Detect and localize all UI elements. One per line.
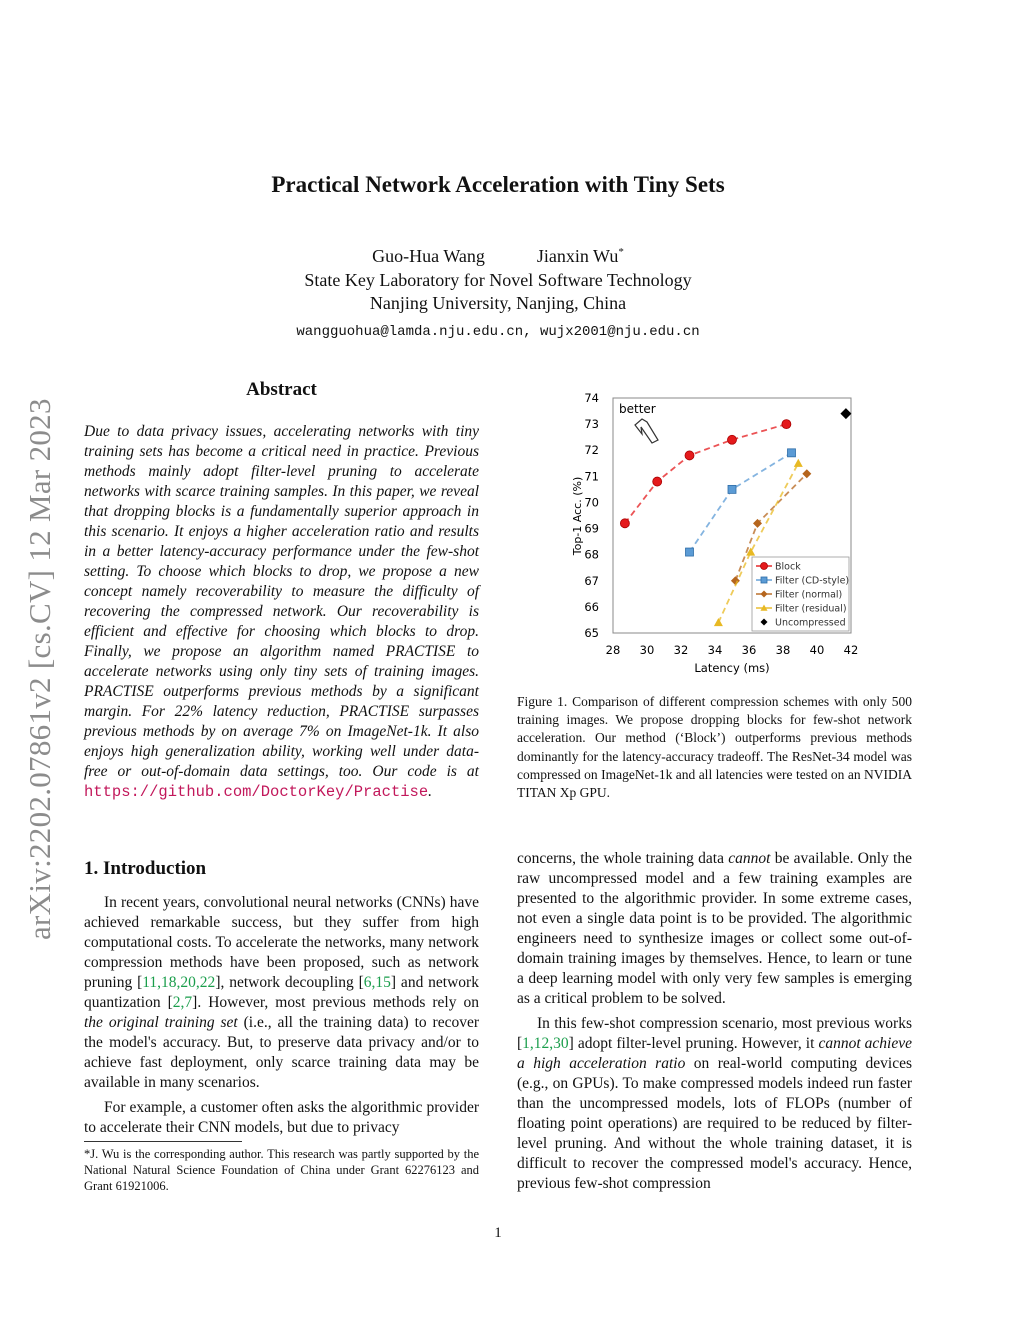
text-run: ], network decoupling [ — [215, 974, 364, 991]
chart-legend — [752, 557, 849, 631]
series-block — [620, 420, 791, 528]
text-run: (i.e., all the training data) to recover the model's accuracy. But, to preserve data privacy and/or to achieve fast deployment, only scarce training data may be available in many scenarios. — [84, 1014, 480, 1091]
text-run: In recent years, convolutional neural networks (CNNs) have achieved remarkable success, but they suffer from high computational costs. To accelerate the networks, many network compression methods have been proposed, such as network pruning [ — [84, 894, 479, 991]
data-point-block — [782, 420, 791, 429]
x-axis-label: Latency (ms) — [694, 661, 770, 675]
y-tick-label: 68 — [584, 547, 599, 562]
author-block — [0, 241, 996, 344]
right-paragraph-2 — [517, 1014, 912, 1194]
better-arrow-icon — [635, 419, 658, 443]
footnote: *J. Wu is the corresponding author. This research was partly supported by the National Natural Science Foundation of China under Grant 62276123 and Grant 61921006. — [84, 1147, 479, 1193]
text-run: ] adopt filter-level pruning. However, it — [568, 1035, 819, 1052]
legend-label-filter-cd-style: Filter (CD-style) — [775, 575, 850, 587]
text-run: ]. However, most previous methods rely on — [192, 994, 479, 1011]
citation-link[interactable]: 1,12,30 — [522, 1035, 569, 1052]
legend-label-block: Block — [775, 561, 801, 573]
x-axis-ticks — [606, 643, 859, 657]
data-point-filter-normal — [802, 469, 811, 478]
x-tick-label: 32 — [673, 643, 689, 657]
emphasis: cannot — [728, 850, 771, 867]
x-tick-label: 34 — [707, 643, 723, 657]
text-run: concerns, the whole training data — [517, 850, 729, 867]
figure-caption: Figure 1. Comparison of different compression schemes with only 500 training images. We propose dropping blocks for few-shot network acceleration. Our method (‘Block’) outperforms previous methods dominantly for the latency-accuracy tradeoff. The ResNet-34 model was compressed on ImageNet-1k and all latencies were tested on an NVIDIA TITAN Xp GPU. — [517, 694, 912, 801]
data-point-filter-residual — [714, 618, 723, 626]
right-paragraph-1 — [517, 849, 912, 1009]
data-point-filter-residual — [794, 459, 803, 467]
abstract-end: . — [428, 783, 433, 800]
y-tick-label: 65 — [584, 626, 599, 640]
abstract-heading: Abstract — [246, 379, 317, 400]
code-link[interactable]: https://github.com/DoctorKey/Practise — [84, 783, 429, 801]
x-tick-label: 30 — [639, 643, 655, 657]
y-tick-label: 74 — [584, 391, 599, 405]
y-axis-label: Top-1 Acc. (%) — [571, 476, 584, 556]
legend-marker-filter-cd-style — [761, 577, 767, 583]
y-tick-label: 73 — [584, 417, 599, 432]
footnote-rule — [84, 1141, 242, 1142]
legend-label-filter-normal: Filter (normal) — [775, 589, 843, 601]
x-tick-label: 36 — [741, 643, 757, 657]
y-tick-label: 67 — [584, 573, 599, 588]
legend-marker-block — [761, 563, 768, 570]
data-point-block — [728, 435, 737, 444]
location: Nanjing University, Nanjing, China — [369, 293, 627, 313]
emphasis: cannot achieve a high acceleration ratio — [517, 1035, 912, 1072]
abstract-text: Due to data privacy issues, accelerating networks with tiny training sets has become a critical need in practice. Previous methods mainly adopt filter-level pruning to accelerate networks with scarce training samples. In this paper, we reveal that dropping blocks is a fundamentally superior approach in this scenario. It enjoys a higher acceleration ratio and results in a better latency-accuracy performance under the few-shot setting. To choose which blocks to drop, we propose a new concept namely recoverability to measure the difficulty of recovering the compressed network. Our recoverability is efficient and effective for choosing which blocks to drop. Finally, we propose an algorithm named PRACTISE to accelerate networks using only tiny sets of training images. PRACTISE outperforms previous methods by a significant margin. For 22% latency reduction, PRACTISE surpasses previous methods by on average 7% on ImageNet-1k. It also enjoys high generalization ability, working well under data-free or out-of-domain data settings, too. Our code is at — [84, 423, 479, 780]
data-point-filter-cd-style — [788, 449, 796, 457]
text-run: ] and network quantization [ — [84, 974, 479, 1011]
x-tick-label: 28 — [605, 643, 621, 657]
y-tick-label: 66 — [584, 599, 599, 614]
data-point-filter-cd-style — [686, 548, 694, 556]
citation-link[interactable]: 6,15 — [363, 974, 391, 991]
emphasis: the original training set — [84, 1014, 238, 1031]
author-1: Guo-Hua Wang — [372, 246, 485, 266]
text-run: In this few-shot compression scenario, most previous works [ — [517, 1015, 912, 1052]
intro-paragraph-2: For example, a customer often asks the algorithmic provider to accelerate their CNN models, but due to privacy — [84, 1099, 479, 1136]
y-tick-label: 71 — [584, 469, 599, 484]
right-column — [517, 849, 912, 1199]
page-number: 1 — [494, 1225, 502, 1241]
data-point-block — [620, 519, 629, 528]
affiliation: State Key Laboratory for Novel Software Technology — [304, 269, 692, 290]
figure-1-chart — [560, 386, 860, 676]
legend-label-filter-residual: Filter (residual) — [775, 603, 847, 615]
data-point-block — [653, 477, 662, 486]
citation-link[interactable]: 11,18,20,22 — [142, 974, 216, 991]
y-tick-label: 70 — [584, 495, 599, 510]
series-uncompressed — [840, 408, 851, 419]
x-tick-label: 42 — [843, 643, 859, 657]
citation-link[interactable]: 2,7 — [172, 994, 193, 1011]
intro-left-column — [84, 893, 479, 1143]
text-run: on real-world computing devices (e.g., on GPUs). To make compressed models indeed run faster than the uncompressed models, lots of FLOPs (number of floating point operations) are required to be reduced by filter-level pruning. And without the whole training dataset, it is difficult to recover the compressed model's accuracy. Hence, previous few-shot compression — [517, 1055, 913, 1192]
x-tick-label: 38 — [775, 643, 791, 657]
author-emails[interactable]: wangguohua@lamda.nju.edu.cn, wujx2001@nju.edu.cn — [296, 323, 700, 340]
data-point-filter-cd-style — [728, 485, 736, 493]
data-point-uncompressed — [840, 408, 851, 419]
legend-label-uncompressed: Uncompressed — [775, 617, 846, 629]
author-2 — [537, 246, 624, 266]
author-2-mark: * — [618, 246, 624, 258]
data-point-filter-normal — [753, 519, 762, 528]
y-tick-label: 72 — [584, 443, 599, 458]
paper-title: Practical Network Acceleration with Tiny Sets — [271, 172, 725, 197]
section-heading-introduction: 1. Introduction — [84, 858, 207, 879]
x-tick-label: 40 — [809, 643, 825, 657]
author-names — [0, 241, 996, 269]
text-run: be available. Only the raw uncompressed model and a few training examples are presented to the algorithmic provider. In some extreme cases, not even a single data point is to be provided. The algorithmic engineers need to synthesize images or collect some out-of-domain training images by themselves. Hence, to learn or tune a deep learning model with only very few samples is emerging as a critical problem to be solved. — [517, 850, 912, 1007]
data-point-block — [685, 451, 694, 460]
abstract-body — [84, 422, 479, 802]
y-tick-label: 69 — [584, 521, 599, 536]
arxiv-identifier: arXiv:2202.07861v2 [cs.CV] 12 Mar 2023 — [22, 398, 57, 940]
y-axis-ticks — [584, 391, 599, 640]
better-annotation: better — [619, 402, 656, 416]
intro-paragraph-1 — [84, 893, 479, 1093]
series-line-filter-cd-style — [690, 453, 792, 552]
author-2-name: Jianxin Wu — [536, 246, 619, 266]
